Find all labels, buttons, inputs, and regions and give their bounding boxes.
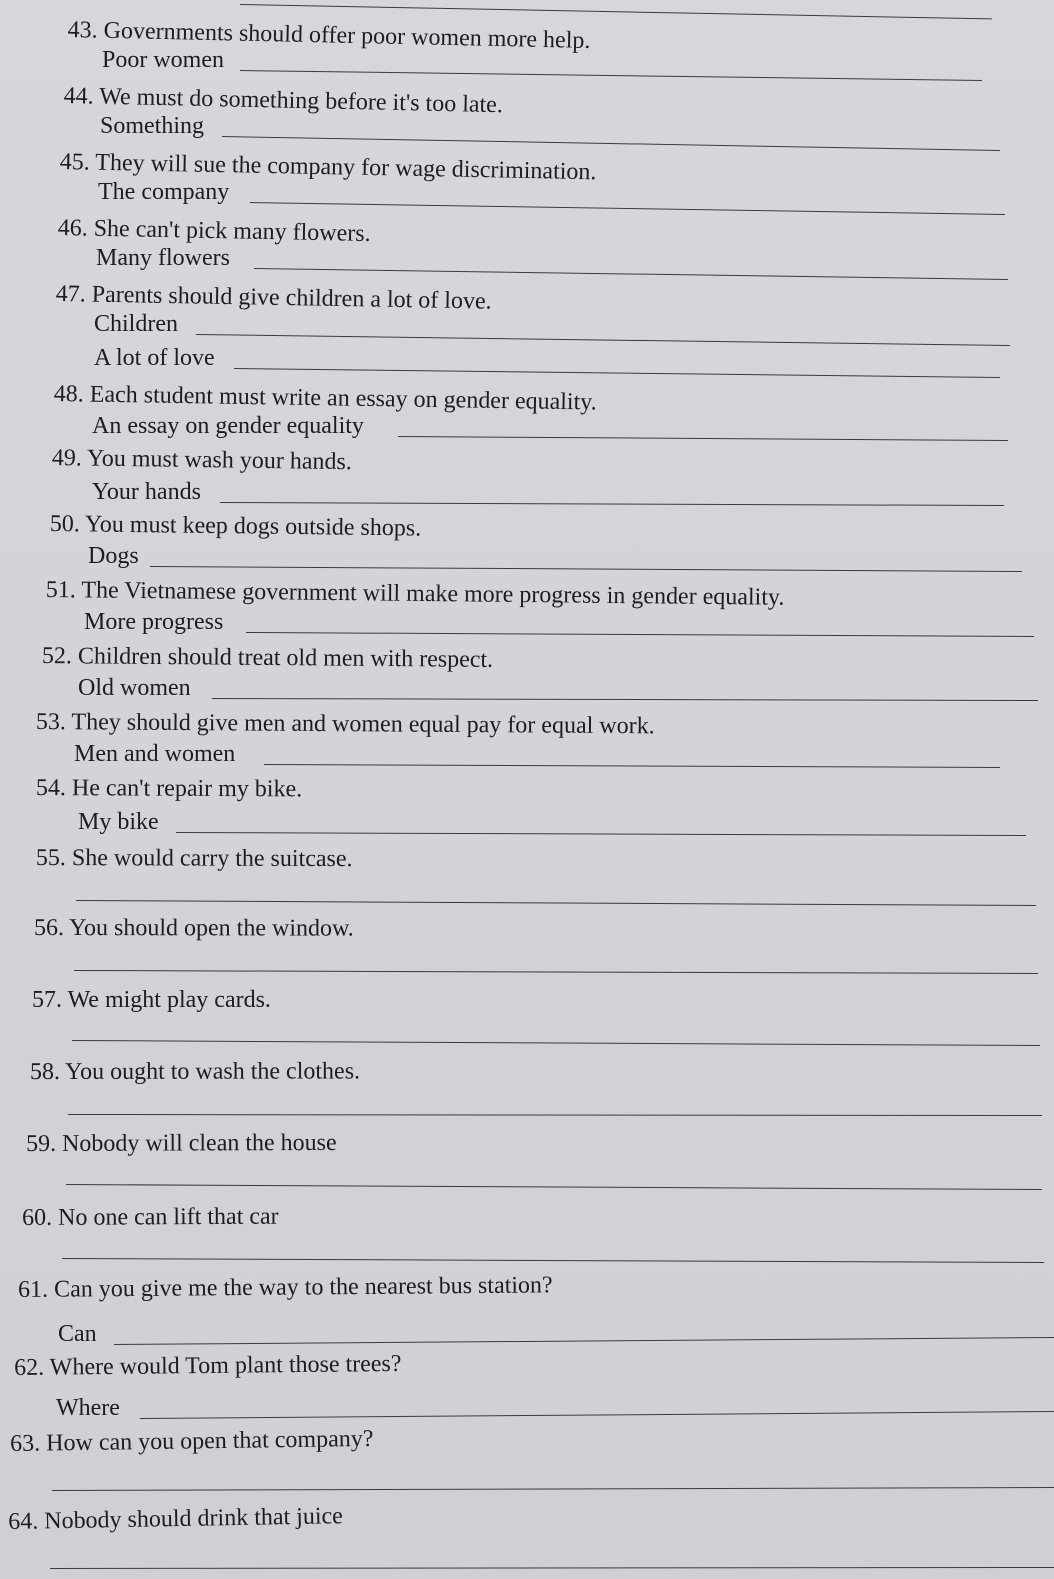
answer-prompt-54: My bike: [78, 809, 159, 835]
question-sentence: We must do something before it's too late.: [99, 83, 504, 119]
question-53: [36, 708, 655, 740]
answer-blank-57[interactable]: [72, 1040, 1040, 1046]
answer-blank-58[interactable]: [68, 1114, 1042, 1116]
question-number: 53.: [35, 709, 66, 736]
question-sentence: Nobody will clean the house: [62, 1129, 337, 1157]
answer-prompt-62: Where: [56, 1395, 120, 1421]
question-number: 52.: [41, 642, 72, 670]
question-number: 56.: [33, 915, 64, 942]
question-number: 47.: [55, 280, 86, 308]
question-sentence: The Vietnamese government will make more progress in gender equality.: [81, 577, 785, 611]
question-64: [8, 1502, 343, 1536]
question-46: [57, 214, 370, 248]
question-49: [52, 444, 352, 476]
answer-blank-56[interactable]: [74, 970, 1038, 974]
question-number: 63.: [10, 1430, 41, 1457]
answer-prompt-52: Old women: [78, 675, 191, 701]
question-number: 57.: [32, 987, 62, 1013]
answer-prompt-61: Can: [58, 1321, 97, 1347]
question-sentence: Can you give me the way to the nearest bus station?: [54, 1272, 553, 1303]
answer-prompt-49: Your hands: [92, 479, 201, 505]
question-number: 60.: [22, 1204, 53, 1231]
question-number: 62.: [14, 1354, 45, 1381]
question-61: [18, 1271, 553, 1304]
question-sentence: You ought to wash the clothes.: [65, 1058, 361, 1085]
question-62: [14, 1350, 402, 1382]
answer-blank-59[interactable]: [66, 1184, 1042, 1190]
question-sentence: Nobody should drink that juice: [44, 1503, 344, 1535]
question-57: [32, 986, 271, 1014]
question-number: 58.: [30, 1058, 61, 1085]
question-sentence: You must keep dogs outside shops.: [84, 511, 422, 542]
question-sentence: How can you open that company?: [46, 1425, 374, 1457]
question-number: 44.: [63, 82, 94, 110]
answer-blank-47[interactable]: [196, 334, 1010, 346]
question-sentence: They will sue the company for wage discrimination.: [95, 149, 597, 186]
question-52: [42, 642, 493, 674]
question-number: 59.: [26, 1130, 57, 1157]
answer-prompt-51: More progress: [84, 609, 224, 635]
question-sentence: Children should treat old men with respect.: [77, 643, 494, 673]
answer-blank-51[interactable]: [246, 632, 1034, 637]
question-sentence: They should give men and women equal pay for equal work.: [71, 709, 655, 740]
question-sentence: She can't pick many flowers.: [93, 215, 371, 248]
answer-blank-64[interactable]: [50, 1567, 1054, 1569]
question-50: [50, 510, 422, 543]
question-58: [30, 1057, 360, 1086]
question-51: [46, 576, 785, 612]
answer-prompt-48: An essay on gender equality: [92, 413, 364, 439]
question-sentence: We might play cards.: [67, 987, 271, 1013]
question-sentence: Governments should offer poor women more help.: [103, 17, 591, 54]
question-sentence: You should open the window.: [69, 915, 354, 942]
answer-blank-52[interactable]: [212, 698, 1038, 701]
question-number: 50.: [49, 510, 80, 538]
question-number: 61.: [18, 1276, 49, 1303]
answer-prompt-43: Poor women: [102, 47, 224, 73]
question-number: 49.: [51, 444, 82, 472]
answer-blank-60[interactable]: [62, 1258, 1044, 1263]
answer-blank-45[interactable]: [250, 202, 1005, 215]
answer-prompt-50: Dogs: [88, 543, 139, 569]
answer-blank-53[interactable]: [264, 764, 1000, 768]
question-56: [34, 914, 354, 943]
question-number: 54.: [35, 775, 66, 802]
answer-blank-55[interactable]: [76, 900, 1036, 906]
answer-blank-50[interactable]: [150, 566, 1022, 572]
question-sentence: Parents should give children a lot of love.: [91, 281, 492, 315]
question-number: 55.: [35, 845, 66, 872]
answer-prompt-53: Men and women: [74, 741, 236, 767]
answer-blank-43[interactable]: [240, 70, 982, 81]
question-sentence: He can't repair my bike.: [71, 775, 303, 803]
question-sentence: No one can lift that car: [58, 1203, 279, 1231]
answer-prompt-46: Many flowers: [96, 245, 230, 271]
question-number: 45.: [59, 148, 90, 176]
answer-blank-49[interactable]: [220, 502, 1004, 506]
question-63: [10, 1425, 374, 1458]
question-number: 51.: [45, 576, 76, 604]
question-54: [36, 774, 302, 803]
answer-prompt-47-2: A lot of love: [94, 345, 215, 371]
answer-prompt-45: The company: [98, 179, 230, 205]
answer-blank-44[interactable]: [222, 136, 1000, 151]
top-rule-line: [240, 4, 992, 19]
question-sentence: She would carry the suitcase.: [71, 845, 353, 873]
question-60: [22, 1203, 279, 1232]
answer-blank-62[interactable]: [140, 1411, 1054, 1419]
question-number: 43.: [67, 16, 98, 44]
question-55: [36, 844, 353, 873]
question-number: 46.: [57, 214, 88, 242]
question-59: [26, 1129, 337, 1158]
answer-blank-61[interactable]: [114, 1337, 1054, 1345]
answer-prompt-44: Something: [100, 113, 205, 139]
answer-prompt-47: Children: [94, 311, 178, 337]
answer-blank-63[interactable]: [52, 1487, 1054, 1491]
answer-blank-48[interactable]: [398, 436, 1008, 441]
answer-blank-46[interactable]: [254, 268, 1008, 280]
question-sentence: Each student must write an essay on gender equality.: [89, 381, 597, 416]
question-number: 64.: [8, 1508, 39, 1535]
answer-blank-54[interactable]: [176, 832, 1026, 836]
answer-blank-47-2[interactable]: [234, 368, 1000, 378]
question-number: 48.: [53, 380, 84, 408]
question-sentence: You must wash your hands.: [86, 445, 352, 476]
question-sentence: Where would Tom plant those trees?: [49, 1350, 402, 1381]
